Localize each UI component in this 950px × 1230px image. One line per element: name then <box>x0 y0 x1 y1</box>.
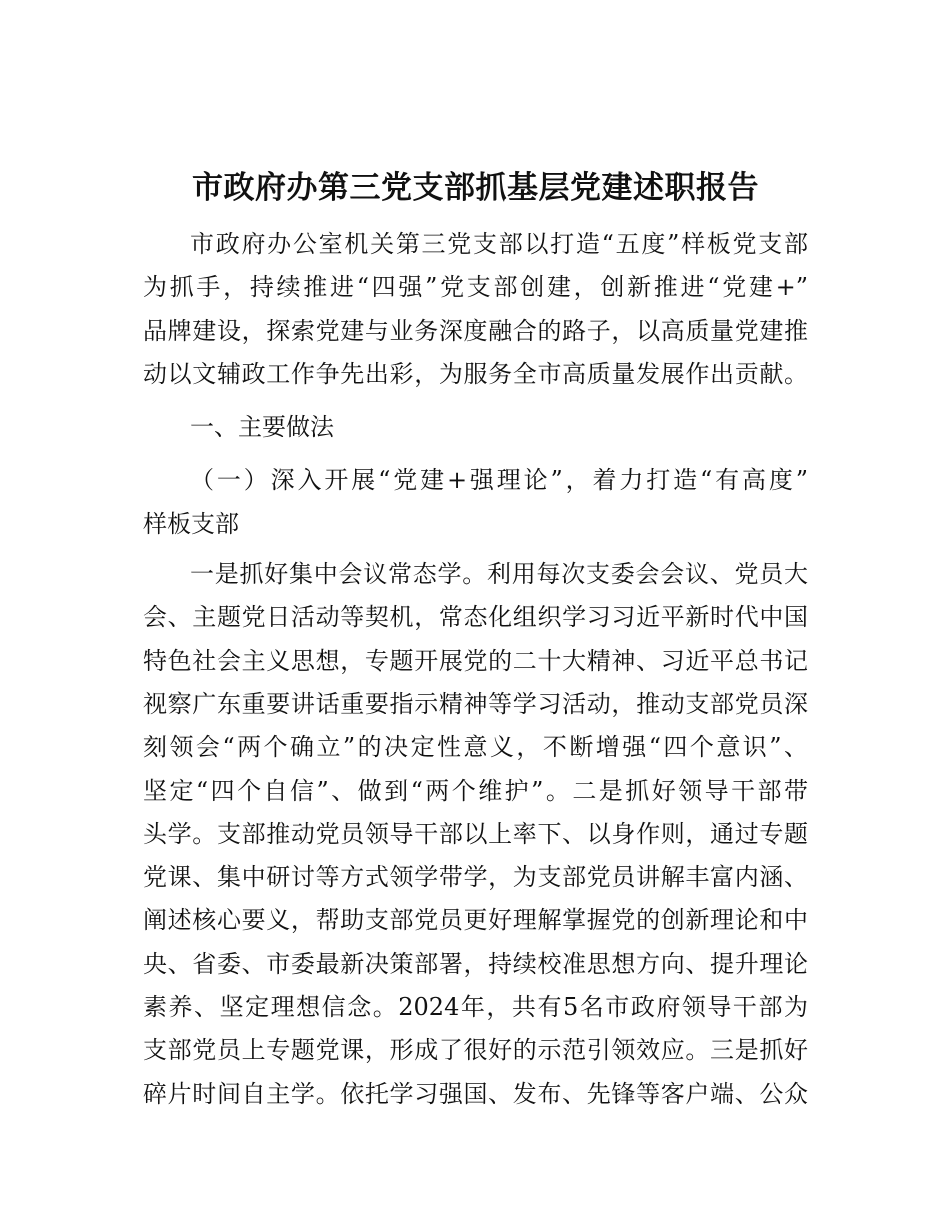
paragraph-line: 头学。支部推动党员领导干部以上率下、以身作则，通过专题 <box>143 819 808 848</box>
paragraph-line: 一是抓好集中会议常态学。利用每次支委会会议、党员大 <box>190 560 808 589</box>
paragraph-line: 刻领会“两个确立”的决定性意义，不断增强“四个意识”、 <box>143 733 808 762</box>
paragraph-line: 碎片时间自主学。依托学习强国、发布、先锋等客户端、公众 <box>143 1079 808 1108</box>
paragraph-line: 视察广东重要讲话重要指示精神等学习活动，推动支部党员深 <box>143 689 808 718</box>
paragraph-line: 坚定“四个自信”、做到“两个维护”。二是抓好领导干部带 <box>143 776 808 805</box>
paragraph-line: 市政府办公室机关第三党支部以打造“五度”样板党支部 <box>190 230 808 258</box>
paragraph-line: 党课、集中研讨等方式领学带学，为支部党员讲解丰富内涵、 <box>143 863 808 892</box>
paragraph-line: 品牌建设，探索党建与业务深度融合的路子，以高质量党建推 <box>143 316 808 345</box>
paragraph-line: 支部党员上专题党课，形成了很好的示范引领效应。三是抓好 <box>143 1036 808 1065</box>
document-page <box>143 163 808 1126</box>
subsection-heading <box>143 459 808 546</box>
paragraph-line: 会、主题党日活动等契机，常态化组织学习习近平新时代中国 <box>143 603 808 632</box>
paragraph-line: 央、省委、市委最新决策部署，持续校准思想方向、提升理论 <box>143 949 808 978</box>
intro-paragraph <box>143 223 808 396</box>
paragraph-line: 特色社会主义思想，专题开展党的二十大精神、习近平总书记 <box>143 646 808 675</box>
paragraph-line: 为抓手，持续推进“四强”党支部创建，创新推进“党建+” <box>143 273 808 302</box>
document-title: 市政府办第三党支部抓基层党建述职报告 <box>192 170 759 206</box>
paragraph-line: 动以文辅政工作争先出彩，为服务全市高质量发展作出贡献。 <box>143 359 808 388</box>
paragraph-line: 阐述核心要义，帮助支部党员更好理解掌握党的创新理论和中 <box>143 906 808 935</box>
body-paragraph <box>143 553 808 1116</box>
heading-line: 一、主要做法 <box>190 413 334 442</box>
heading-line: （一）深入开展“党建+强理论”，着力打造“有高度” <box>190 466 808 495</box>
heading-line: 样板支部 <box>143 509 239 538</box>
paragraph-line: 素养、坚定理想信念。2024年，共有5名市政府领导干部为 <box>143 993 808 1022</box>
section-heading <box>143 406 808 449</box>
